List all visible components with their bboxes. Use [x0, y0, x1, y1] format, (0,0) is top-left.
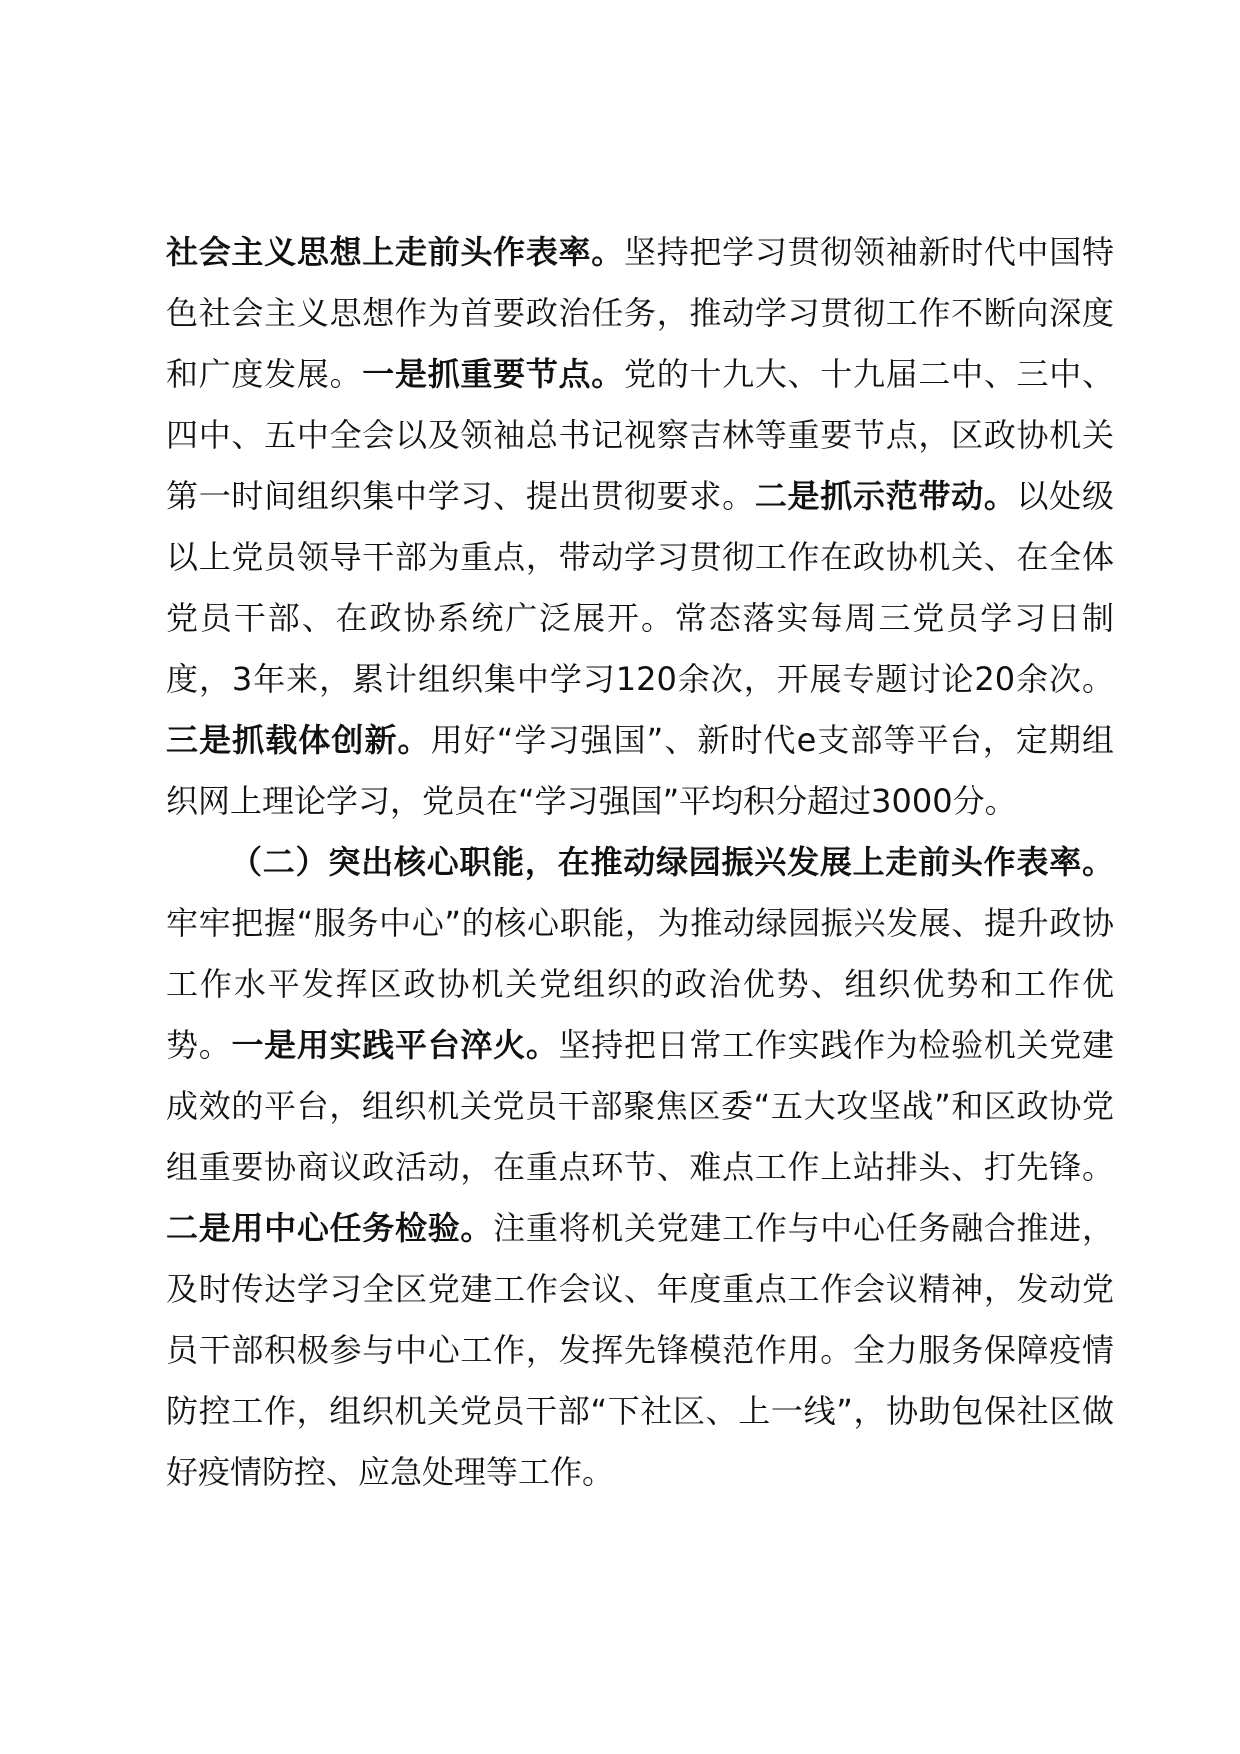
bold-point-2: 二是用中心任务检验。 — [166, 1209, 494, 1247]
body-text: 坚持把学习贯彻领袖新时代中国特色社会主义思想作为首要政治任务，推动学习贯彻工作不断向深度和广度发展。 — [166, 233, 1114, 393]
bold-point-1: 一是抓重要节点。 — [362, 355, 624, 393]
bold-heading-tail: 社会主义思想上走前头作表率。 — [166, 233, 624, 271]
paragraph-core-function — [166, 832, 1114, 1503]
body-text: 党的十九大、十九届二中、三中、四中、五中全会以及领袖总书记视察吉林等重要节点，区政协机关第一时间组织集中学习、提出贯彻要求。 — [166, 355, 1114, 515]
body-text: 坚持把日常工作实践作为检验机关党建成效的平台，组织机关党员干部聚焦区委“五大攻坚战”和区政协党组重要协商议政活动，在重点环节、难点工作上站排头、打先锋。 — [166, 1026, 1114, 1186]
bold-point-1: 一是用实践平台淬火。 — [231, 1026, 559, 1064]
body-text: 注重将机关党建工作与中心任务融合推进，及时传达学习全区党建工作会议、年度重点工作会议精神，发动党员干部积极参与中心工作，发挥先锋模范作用。全力服务保障疫情防控工作，组织机关党员干部“下社区、上一线”，协助包保社区做好疫情防控、应急处理等工作。 — [166, 1209, 1114, 1491]
body-text: 用好“学习强国”、新时代e支部等平台，定期组织网上理论学习，党员在“学习强国”平均积分超过3000分。 — [166, 721, 1114, 820]
document-page — [166, 222, 1114, 1503]
paragraph-study-thought — [166, 222, 1114, 832]
section-heading: （二）突出核心职能，在推动绿园振兴发展上走前头作表率。 — [230, 843, 1114, 881]
body-text: 牢牢把握“服务中心”的核心职能，为推动绿园振兴发展、提升政协工作水平发挥区政协机关党组织的政治优势、组织优势和工作优势。 — [166, 904, 1114, 1064]
body-text: 以处级以上党员领导干部为重点，带动学习贯彻工作在政协机关、在全体党员干部、在政协系统广泛展开。常态落实每周三党员学习日制度，3年来，累计组织集中学习120余次，开展专题讨论20余次。 — [166, 477, 1114, 698]
bold-point-2: 二是抓示范带动。 — [754, 477, 1017, 515]
bold-point-3: 三是抓载体创新。 — [166, 721, 431, 759]
